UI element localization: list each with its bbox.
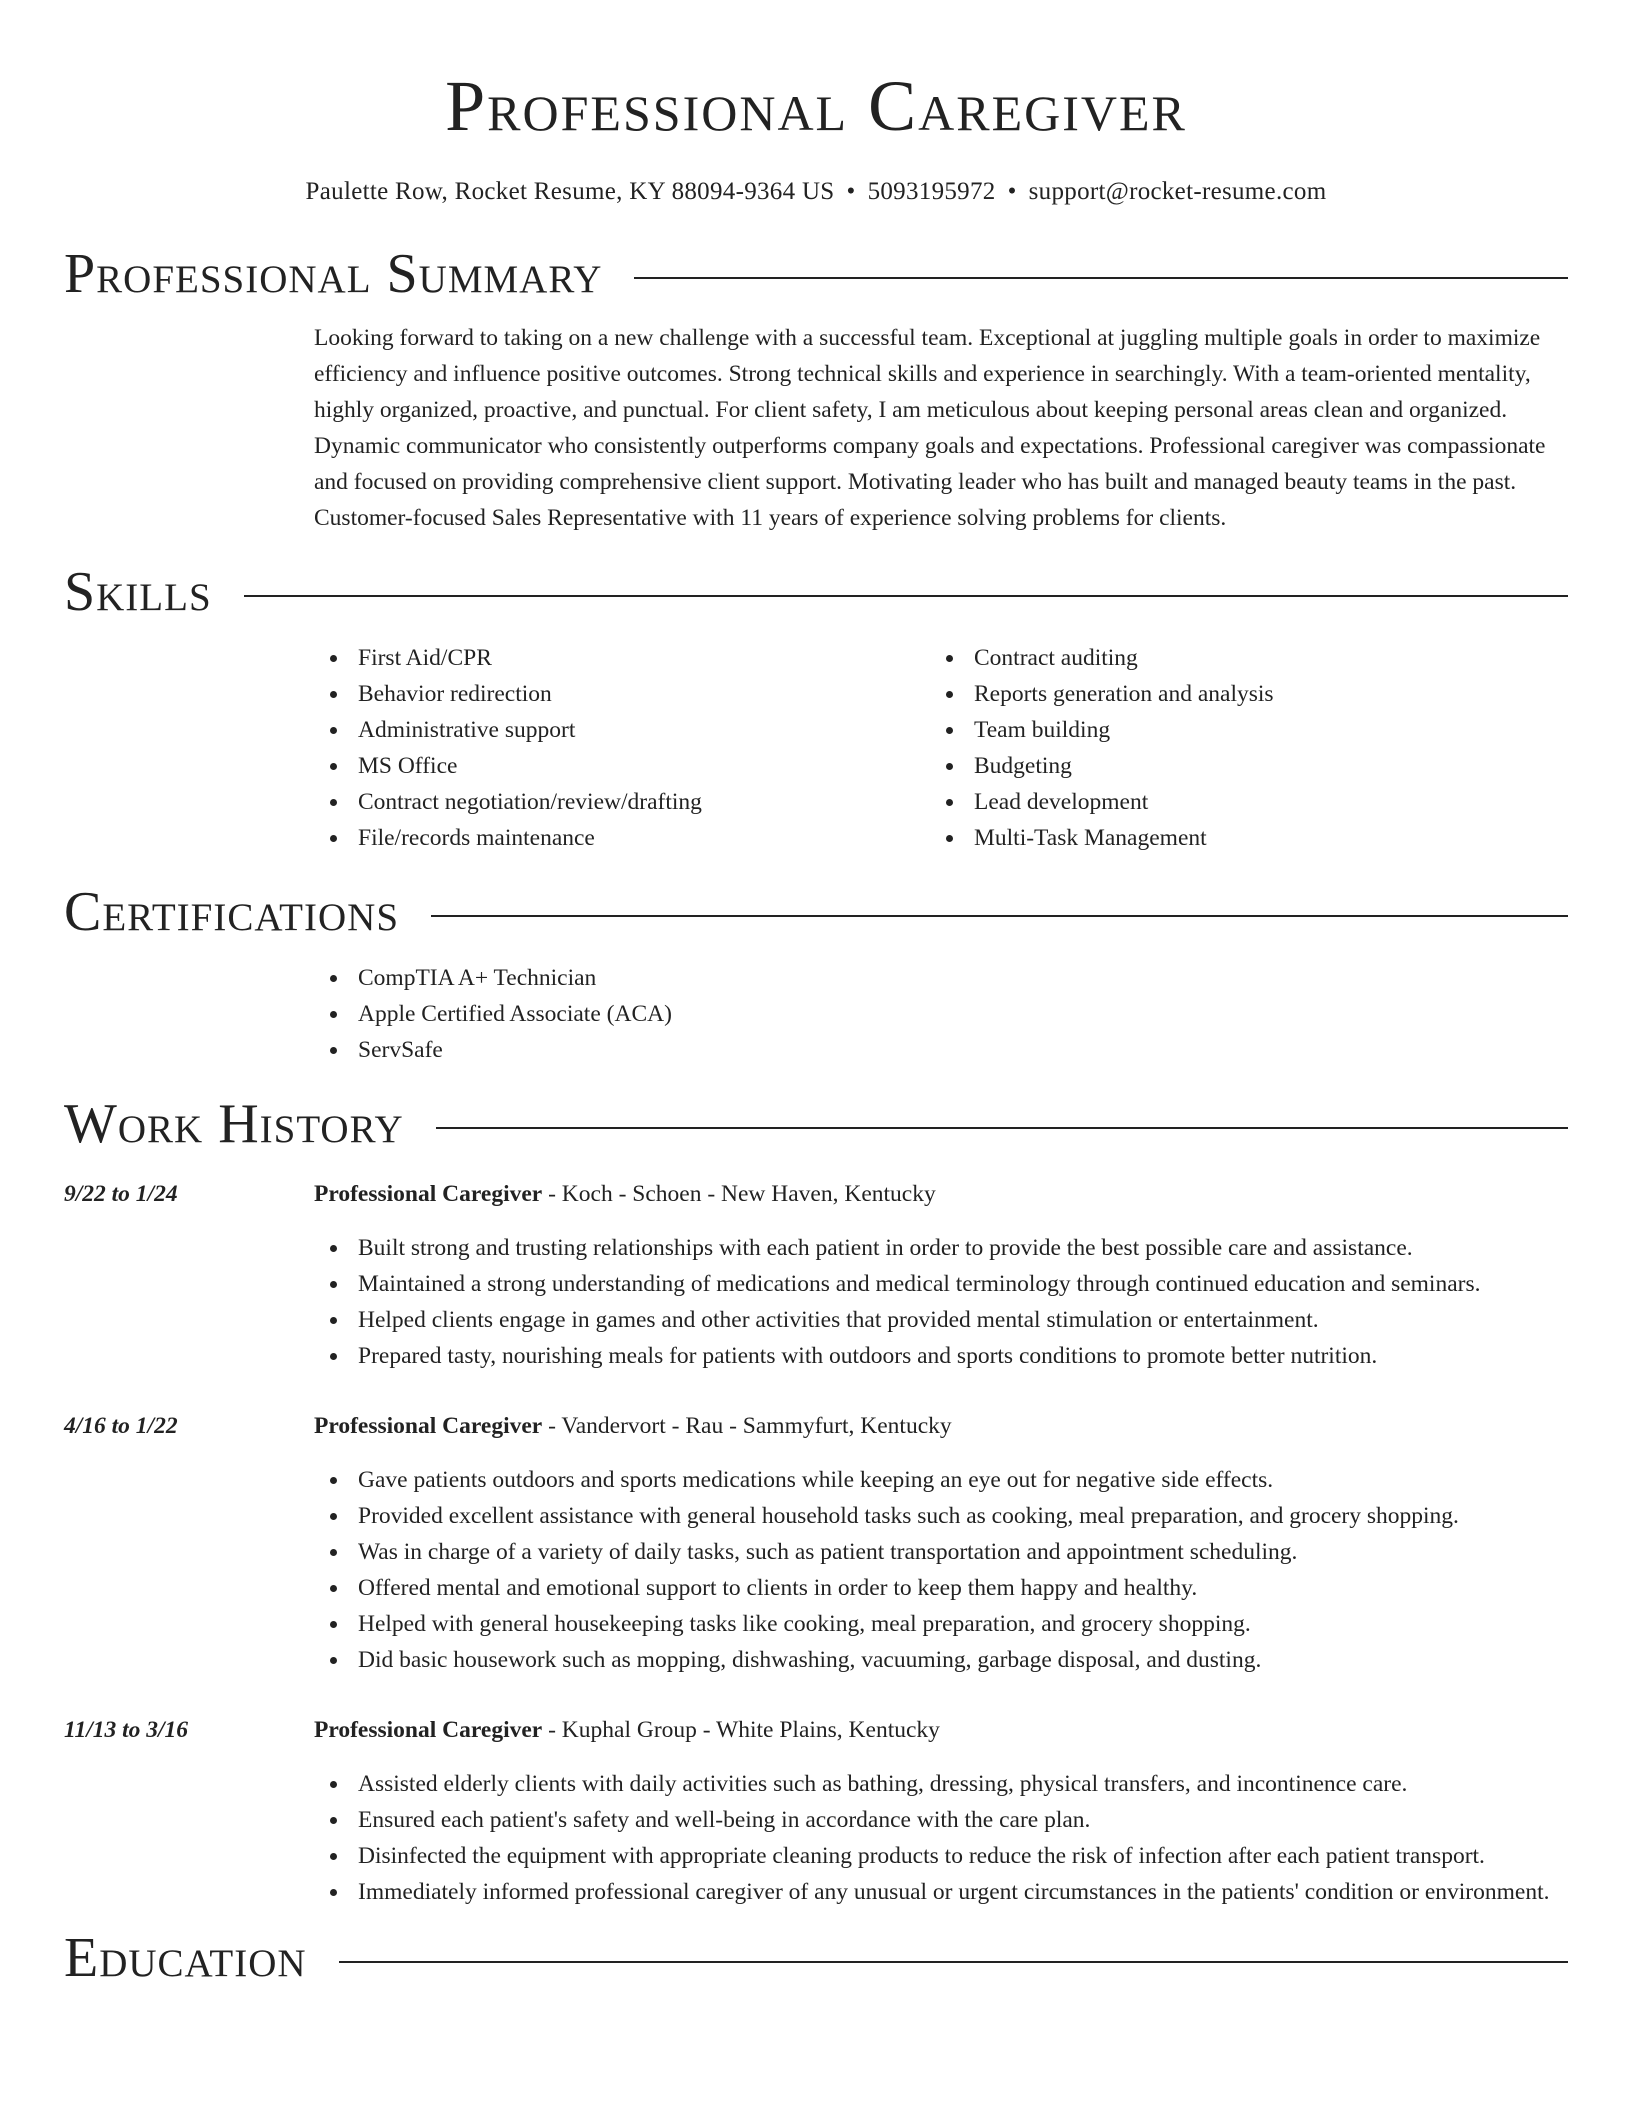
summary-heading: Professional Summary — [64, 243, 603, 305]
job-title: Professional Caregiver — [314, 1181, 543, 1207]
job-entry — [64, 1176, 1568, 1374]
certifications-heading: Certifications — [64, 881, 400, 943]
summary-section-header — [64, 242, 1568, 306]
skills-column-right — [930, 640, 1546, 856]
skills-column-left — [314, 640, 930, 856]
education-section-header — [64, 1926, 1568, 1990]
section-divider — [431, 915, 1568, 917]
certifications-section-header — [64, 880, 1568, 944]
job-bullet: Maintained a strong understanding of medications and medical terminology through continued education and seminars. — [314, 1266, 1568, 1302]
section-divider — [339, 1961, 1568, 1963]
job-title-line — [314, 1712, 1568, 1748]
job-bullet: Disinfected the equipment with appropriate cleaning products to reduce the risk of infection after each patient transport. — [314, 1838, 1568, 1874]
job-detail — [314, 1408, 1568, 1678]
skill-item: MS Office — [314, 748, 930, 784]
job-bullet: Gave patients outdoors and sports medications while keeping an eye out for negative side effects. — [314, 1462, 1568, 1498]
skill-item: File/records maintenance — [314, 820, 930, 856]
certifications-section — [314, 960, 1568, 1068]
job-bullet: Helped with general housekeeping tasks like cooking, meal preparation, and grocery shopping. — [314, 1606, 1568, 1642]
job-employer: - Vandervort - Rau - Sammyfurt, Kentucky — [542, 1413, 952, 1439]
skill-item: Contract negotiation/review/drafting — [314, 784, 930, 820]
job-bullet: Built strong and trusting relationships with each patient in order to provide the best possible care and assistance. — [314, 1230, 1568, 1266]
education-heading: Education — [64, 1927, 307, 1989]
job-dates: 9/22 to 1/24 — [64, 1181, 178, 1207]
skill-item: First Aid/CPR — [314, 640, 930, 676]
resume-page — [64, 0, 1568, 1990]
contact-line — [64, 176, 1568, 208]
job-title: Professional Caregiver — [314, 1717, 543, 1743]
skill-item: Behavior redirection — [314, 676, 930, 712]
job-bullet: Was in charge of a variety of daily tasks, such as patient transportation and appointment scheduling. — [314, 1534, 1568, 1570]
job-detail — [314, 1712, 1568, 1910]
summary-section — [314, 320, 1568, 536]
skill-item: Contract auditing — [930, 640, 1546, 676]
summary-text: Looking forward to taking on a new challenge with a successful team. Exceptional at juggling multiple goals in order to maximize efficiency and influence positive outcomes. Strong technical skills and experience in searchingly. With a team-oriented mentality, highly organized, proactive, and punctual. For client safety, I am meticulous about keeping personal areas clean and organized. Dynamic communicator who consistently outperforms company goals and expectations. Professional caregiver was compassionate and focused on providing comprehensive client support. Motivating leader who has built and managed beauty teams in the past. Customer-focused Sales Representative with 11 years of experience solving problems for clients. — [314, 325, 1546, 531]
job-title-line — [314, 1408, 1568, 1444]
job-bullet: Helped clients engage in games and other activities that provided mental stimulation or entertainment. — [314, 1302, 1568, 1338]
contact-separator: • — [846, 178, 856, 205]
job-entry — [64, 1408, 1568, 1678]
skills-heading: Skills — [64, 561, 212, 623]
certification-item: ServSafe — [314, 1032, 1568, 1068]
skills-section-header — [64, 560, 1568, 624]
skills-list — [314, 640, 1568, 856]
work-history-section-header — [64, 1092, 1568, 1156]
job-title: Professional Caregiver — [314, 1413, 543, 1439]
job-title-line — [314, 1176, 1568, 1212]
work-history-heading: Work History — [64, 1093, 404, 1155]
contact-email: support@rocket-resume.com — [1028, 178, 1327, 205]
job-employer: - Koch - Schoen - New Haven, Kentucky — [542, 1181, 936, 1207]
job-bullets — [314, 1462, 1568, 1678]
job-bullets — [314, 1230, 1568, 1374]
certification-item: Apple Certified Associate (ACA) — [314, 996, 1568, 1032]
job-bullet: Prepared tasty, nourishing meals for patients with outdoors and sports conditions to promote better nutrition. — [314, 1338, 1568, 1374]
certification-item: CompTIA A+ Technician — [314, 960, 1568, 996]
contact-phone: 5093195972 — [867, 178, 996, 205]
job-bullet: Provided excellent assistance with general household tasks such as cooking, meal preparation, and grocery shopping. — [314, 1498, 1568, 1534]
job-bullet: Assisted elderly clients with daily activities such as bathing, dressing, physical transfers, and incontinence care. — [314, 1766, 1568, 1802]
contact-separator: • — [1007, 178, 1017, 205]
section-divider — [244, 595, 1568, 597]
skill-item: Multi-Task Management — [930, 820, 1546, 856]
skill-item: Administrative support — [314, 712, 930, 748]
skill-item: Budgeting — [930, 748, 1546, 784]
job-detail — [314, 1176, 1568, 1374]
job-bullet: Ensured each patient's safety and well-being in accordance with the care plan. — [314, 1802, 1568, 1838]
skill-item: Lead development — [930, 784, 1546, 820]
job-bullets — [314, 1766, 1568, 1910]
skill-item: Reports generation and analysis — [930, 676, 1546, 712]
job-bullet: Immediately informed professional caregiver of any unusual or urgent circumstances in the patients' condition or environment. — [314, 1874, 1568, 1910]
contact-address: Paulette Row, Rocket Resume, KY 88094-9364 US — [305, 178, 835, 205]
candidate-name: Professional Caregiver — [445, 66, 1187, 146]
skill-item: Team building — [930, 712, 1546, 748]
job-entry — [64, 1712, 1568, 1910]
job-bullet: Did basic housework such as mopping, dishwashing, vacuuming, garbage disposal, and dusting. — [314, 1642, 1568, 1678]
job-employer: - Kuphal Group - White Plains, Kentucky — [542, 1717, 940, 1743]
section-divider — [436, 1127, 1568, 1129]
job-dates: 11/13 to 3/16 — [64, 1717, 189, 1743]
certifications-list — [314, 960, 1568, 1068]
section-divider — [634, 277, 1568, 279]
job-dates: 4/16 to 1/22 — [64, 1413, 178, 1439]
job-bullet: Offered mental and emotional support to clients in order to keep them happy and healthy. — [314, 1570, 1568, 1606]
